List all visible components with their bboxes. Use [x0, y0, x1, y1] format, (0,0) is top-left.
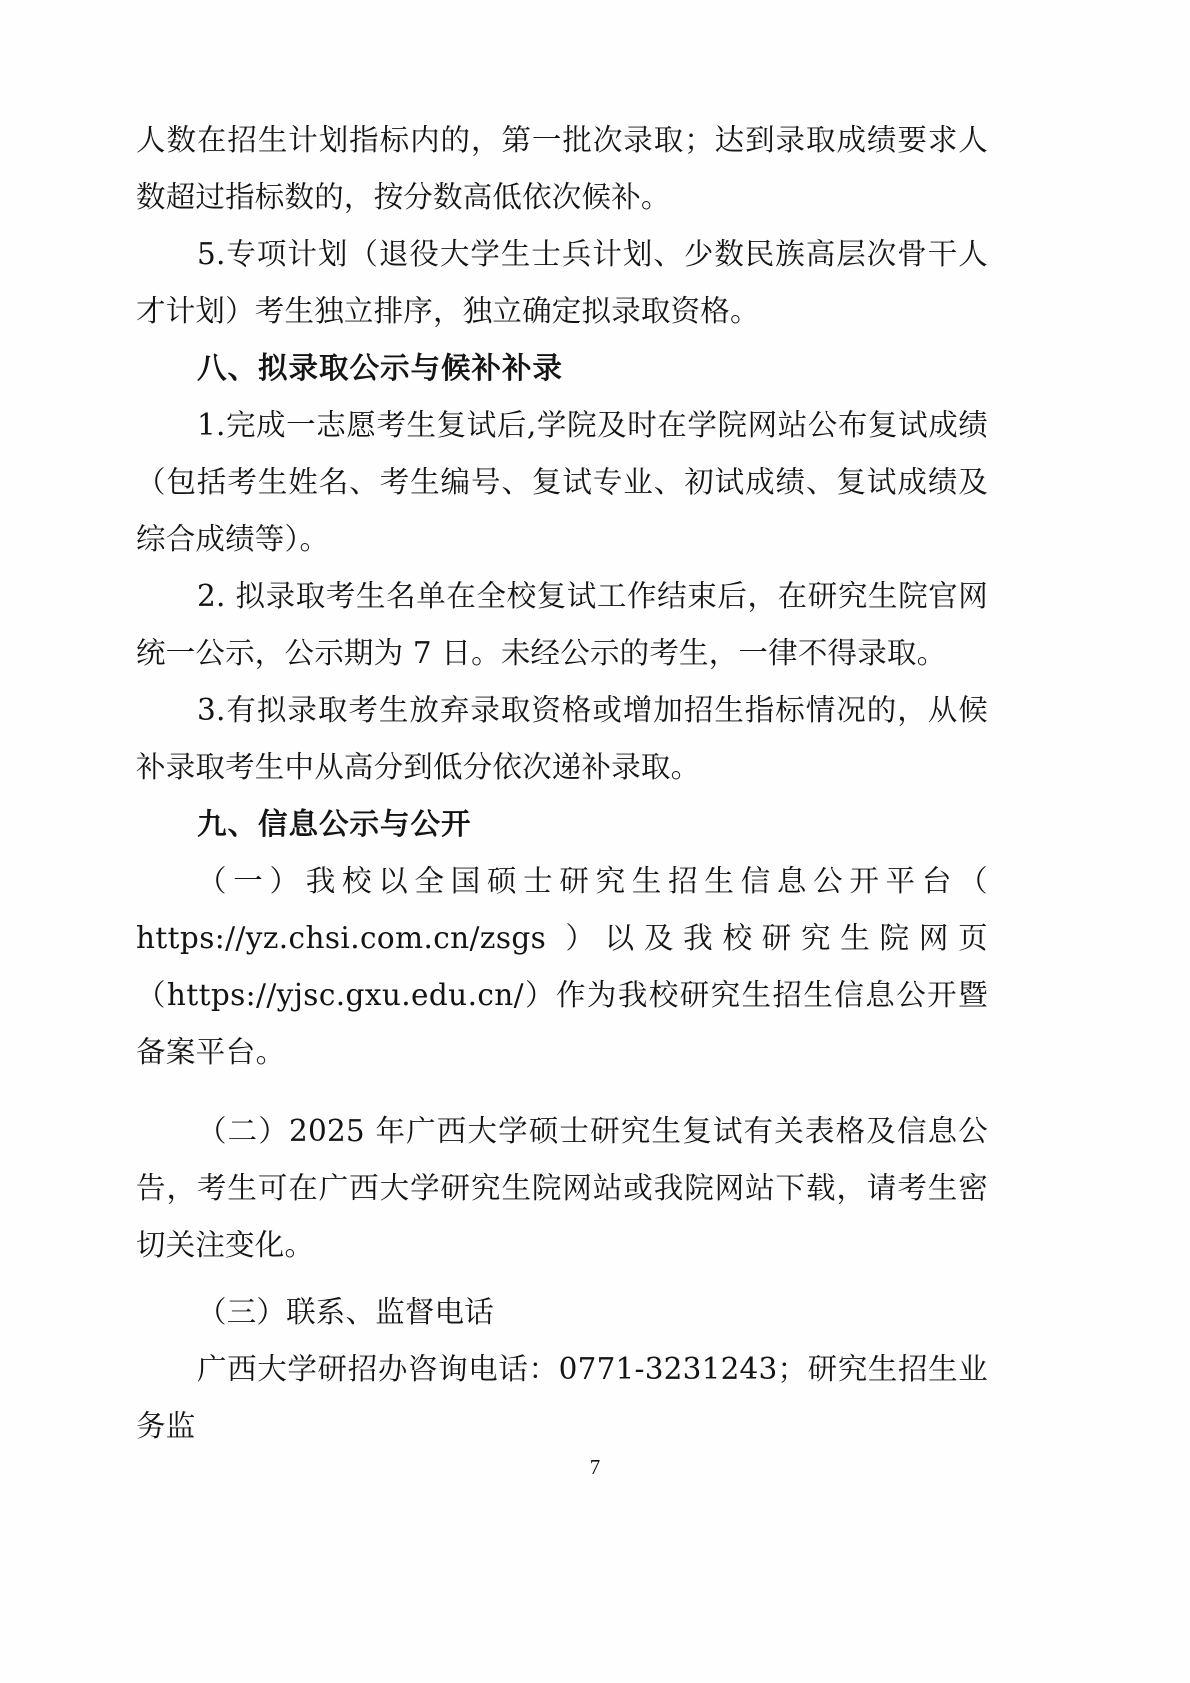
- paragraph-8-1: 1.完成一志愿考生复试后,学院及时在学院网站公布复试成绩（包括考生姓名、考生编号、复试专业、初试成绩、复试成绩及综合成绩等）。: [136, 408, 988, 556]
- paragraph-continuation: 人数在招生计划指标内的，第一批次录取；达到录取成绩要求人数超过指标数的，按分数高低依次候补。: [136, 123, 988, 214]
- paragraph-9-1: （一）我校以全国硕士研究生招生信息公开平台（ https://yz.chsi.com.cn/zsgs ）以及我校研究生院网页（https://yjsc.gxu.edu.cn/）作为我校研究生招生信息公开暨备案平台。: [136, 864, 988, 1069]
- paragraph-9-3-phone: 广西大学研招办咨询电话：0771-3231243；研究生招生业务监: [136, 1352, 988, 1443]
- paragraph-8-2: 2. 拟录取考生名单在全校复试工作结束后，在研究生院官网统一公示，公示期为 7 日。未经公示的考生，一律不得录取。: [136, 579, 988, 670]
- heading-section-nine: 九、信息公示与公开: [197, 807, 472, 841]
- page-number: 7: [589, 1455, 601, 1479]
- heading-section-eight: 八、拟录取公示与候补补录: [197, 351, 564, 385]
- spacer: [136, 1081, 988, 1103]
- paragraph-item-5: 5.专项计划（退役大学生士兵计划、少数民族高层次骨干人才计划）考生独立排序，独立确定拟录取资格。: [136, 237, 988, 328]
- paragraph-9-3: （三）联系、监督电话: [197, 1295, 495, 1329]
- page-body: [136, 112, 988, 1455]
- spacer: [136, 1274, 988, 1284]
- paragraph-9-2: （二）2025 年广西大学硕士研究生复试有关表格及信息公告，考生可在广西大学研究生院网站或我院网站下载，请考生密切关注变化。: [136, 1114, 988, 1262]
- paragraph-8-3: 3.有拟录取考生放弃录取资格或增加招生指标情况的，从候补录取考生中从高分到低分依次递补录取。: [136, 693, 988, 784]
